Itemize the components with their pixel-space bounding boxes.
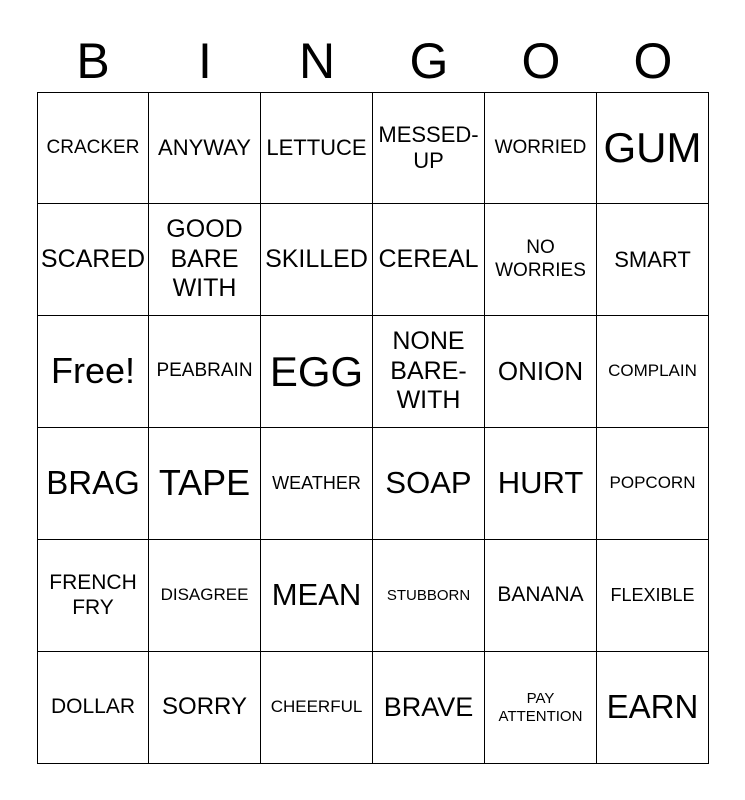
bingo-header bbox=[37, 30, 709, 92]
bingo-cell[interactable]: SORRY bbox=[149, 652, 261, 764]
bingo-cell[interactable]: SMART bbox=[597, 204, 709, 316]
free-space-cell[interactable]: Free! bbox=[37, 316, 149, 428]
bingo-cell[interactable]: SKILLED bbox=[261, 204, 373, 316]
bingo-cell[interactable]: ONION bbox=[485, 316, 597, 428]
header-letter-n: N bbox=[298, 33, 336, 89]
header-letter-o: O bbox=[521, 33, 561, 89]
bingo-cell[interactable]: EGG bbox=[261, 316, 373, 428]
bingo-cell[interactable]: GOOD BARE WITH bbox=[149, 204, 261, 316]
bingo-cell[interactable]: PEABRAIN bbox=[149, 316, 261, 428]
bingo-cell[interactable]: GUM bbox=[597, 92, 709, 204]
bingo-cell[interactable]: LETTUCE bbox=[261, 92, 373, 204]
bingo-cell[interactable]: NONE BARE-WITH bbox=[373, 316, 485, 428]
header-letter-b: B bbox=[76, 33, 110, 89]
bingo-cell[interactable]: WEATHER bbox=[261, 428, 373, 540]
bingo-cell[interactable]: WORRIED bbox=[485, 92, 597, 204]
bingo-cell[interactable]: HURT bbox=[485, 428, 597, 540]
bingo-cell[interactable]: TAPE bbox=[149, 428, 261, 540]
bingo-cell[interactable]: BANANA bbox=[485, 540, 597, 652]
bingo-cell[interactable]: FRENCH FRY bbox=[37, 540, 149, 652]
bingo-cell[interactable]: DOLLAR bbox=[37, 652, 149, 764]
bingo-cell[interactable]: CEREAL bbox=[373, 204, 485, 316]
bingo-cell[interactable]: EARN bbox=[597, 652, 709, 764]
bingo-cell[interactable]: ANYWAY bbox=[149, 92, 261, 204]
bingo-cell[interactable]: MEAN bbox=[261, 540, 373, 652]
bingo-cell[interactable]: STUBBORN bbox=[373, 540, 485, 652]
bingo-cell[interactable]: COMPLAIN bbox=[597, 316, 709, 428]
bingo-cell[interactable]: MESSED-UP bbox=[373, 92, 485, 204]
bingo-cell[interactable]: PAY ATTENTION bbox=[485, 652, 597, 764]
bingo-board bbox=[37, 92, 709, 764]
bingo-cell[interactable]: DISAGREE bbox=[149, 540, 261, 652]
header-letter-g: G bbox=[409, 33, 449, 89]
bingo-cell[interactable]: FLEXIBLE bbox=[597, 540, 709, 652]
bingo-cell[interactable]: SOAP bbox=[373, 428, 485, 540]
bingo-cell[interactable]: BRAG bbox=[37, 428, 149, 540]
bingo-cell[interactable]: CRACKER bbox=[37, 92, 149, 204]
header-letter-i: I bbox=[198, 33, 212, 89]
bingo-cell[interactable]: NO WORRIES bbox=[485, 204, 597, 316]
bingo-cell[interactable]: BRAVE bbox=[373, 652, 485, 764]
bingo-cell[interactable]: POPCORN bbox=[597, 428, 709, 540]
header-letter-o-2: O bbox=[633, 33, 673, 89]
bingo-cell[interactable]: CHEERFUL bbox=[261, 652, 373, 764]
bingo-cell[interactable]: SCARED bbox=[37, 204, 149, 316]
